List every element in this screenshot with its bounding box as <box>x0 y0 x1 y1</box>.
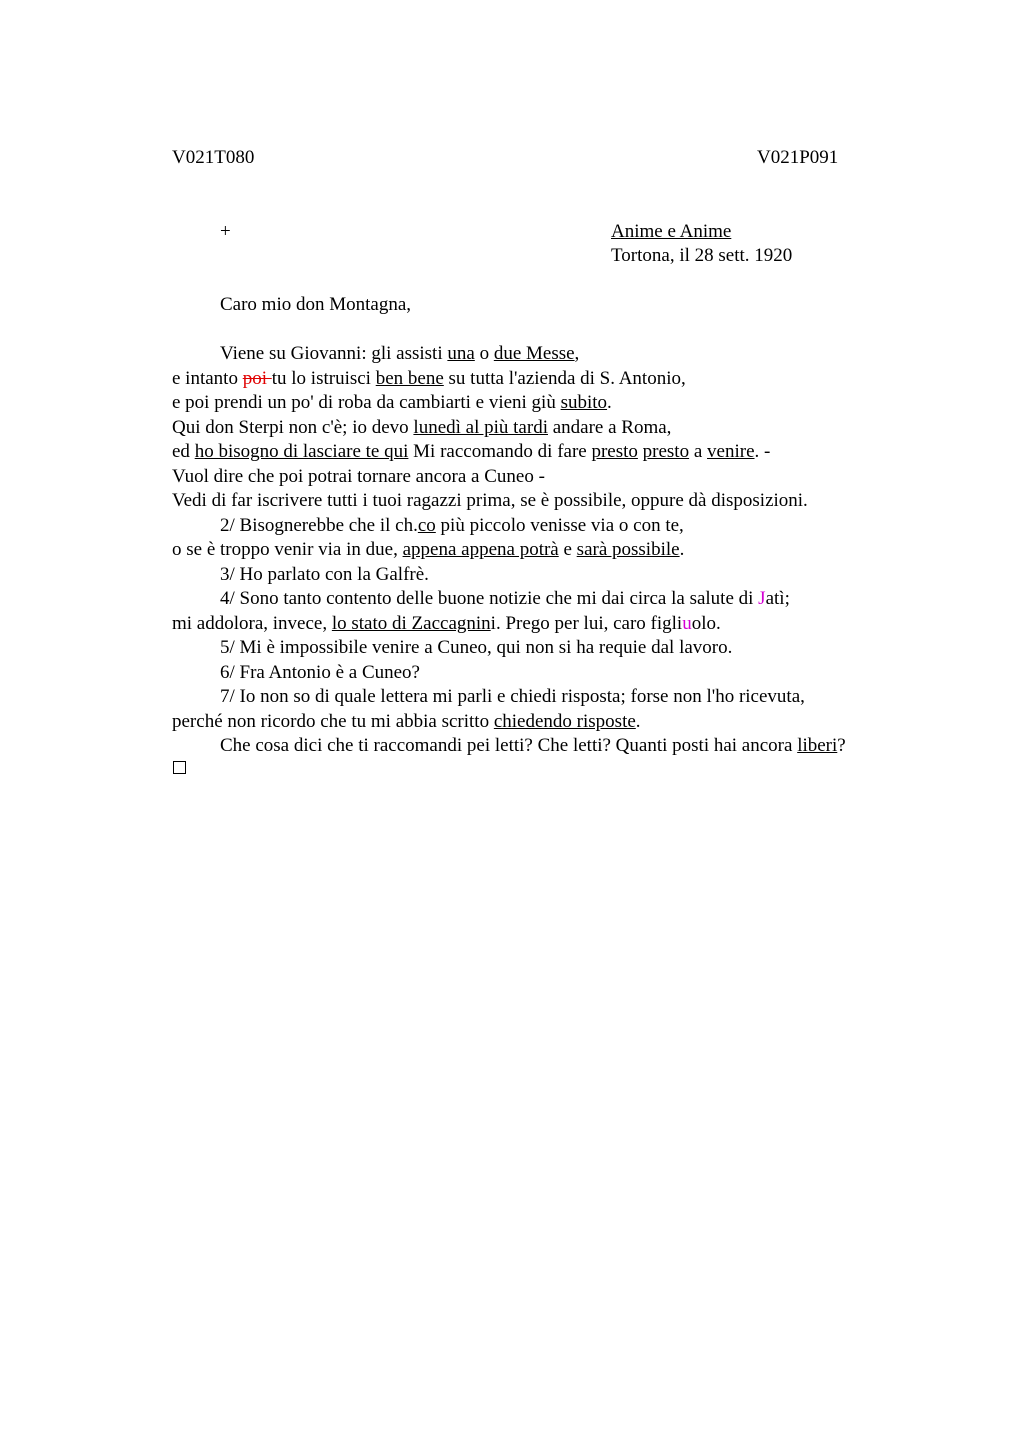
letter-line <box>172 440 932 465</box>
document-code-left: V021T080 <box>172 147 255 168</box>
text-run: . <box>679 539 685 560</box>
text-run: olo. <box>691 612 721 634</box>
text-run: , <box>574 343 580 364</box>
end-of-letter-box <box>173 761 186 774</box>
text-run: 5/ Mi è impossibile venire a Cuneo, qui non si ha requie dal lavoro. <box>220 637 733 658</box>
text-run: Vedi di far iscrivere tutti i tuoi ragazzi prima, se è possibile, oppure dà disposizioni. <box>172 490 808 511</box>
text-run: mi addolora, invece, <box>172 612 332 634</box>
underlined-text: due Messe <box>493 343 575 364</box>
underlined-text: liberi <box>797 735 838 756</box>
text-run: 4/ Sono tanto contento delle buone notizie che mi dai circa la salute di <box>220 588 759 609</box>
letter-line <box>172 465 932 490</box>
text-run: tu lo istruisci <box>271 367 376 389</box>
underlined-text: lunedì al più tardi <box>413 416 548 438</box>
text-run: i. Prego per lui, caro figli <box>490 612 683 634</box>
letter-line <box>172 563 932 588</box>
letter-body <box>172 342 932 759</box>
letter-line <box>172 734 932 759</box>
text-run: Che cosa dici che ti raccomandi pei letti? Che letti? Quanti posti hai ancora <box>220 735 798 756</box>
text-run: ed <box>172 441 195 462</box>
text-run: 3/ Ho parlato con la Galfrè. <box>220 563 429 585</box>
letter-line <box>172 661 932 686</box>
text-run: e <box>558 539 577 560</box>
letter-line <box>172 342 932 367</box>
underlined-text: presto <box>642 441 690 462</box>
text-run: ? <box>837 735 846 756</box>
motto: Anime e Anime <box>611 221 732 242</box>
salutation: Caro mio don Montagna, <box>220 294 412 315</box>
underlined-text: una <box>447 343 475 364</box>
text-run: . <box>635 710 641 732</box>
text-run: andare a Roma, <box>547 416 672 438</box>
text-run: su tutta l'azienda di S. Antonio, <box>443 367 686 389</box>
text-run: Viene su Giovanni: gli assisti <box>220 343 448 364</box>
document-code-right: V021P091 <box>757 147 839 168</box>
text-run: 7/ Io non so di quale lettera mi parli e chiedi risposta; forse non l'ho ricevuta, <box>220 686 805 707</box>
letter-line <box>172 612 932 637</box>
text-run: e intanto <box>172 367 243 389</box>
text-run: . <box>607 392 612 413</box>
underlined-text: venire <box>707 441 755 462</box>
underlined-text: subito <box>560 392 608 413</box>
deleted-text: poi <box>242 367 272 389</box>
text-run: 6/ Fra Antonio è a Cuneo? <box>220 661 420 683</box>
cross-symbol: + <box>220 221 231 242</box>
text-run: atì; <box>765 588 790 609</box>
text-run: o se è troppo venir via in due, <box>172 539 403 560</box>
highlighted-letter: J <box>758 588 766 609</box>
underlined-text: co <box>417 514 436 536</box>
letter-line <box>172 514 932 539</box>
text-run: Vuol dire che poi potrai tornare ancora a Cuneo - <box>172 465 545 487</box>
underlined-text: appena appena potrà <box>402 539 559 560</box>
letter-line <box>172 587 932 612</box>
place-date: Tortona, il 28 sett. 1920 <box>611 245 793 266</box>
text-run: o <box>474 343 494 364</box>
text-run: Qui don Sterpi non c'è; io devo <box>172 416 414 438</box>
highlighted-letter: u <box>682 612 692 634</box>
letter-line <box>172 636 932 661</box>
text-run: perché non ricordo che tu mi abbia scritto <box>172 710 494 732</box>
letter-line <box>172 367 932 392</box>
text-run: a <box>689 441 708 462</box>
underlined-text: presto <box>591 441 638 462</box>
underlined-text: ho bisogno di lasciare te qui <box>194 441 409 462</box>
underlined-text: chiedendo risposte <box>493 710 636 732</box>
letter-line <box>172 391 932 416</box>
text-run: 2/ Bisognerebbe che il ch. <box>220 514 418 536</box>
letter-line <box>172 538 932 563</box>
letter-line <box>172 489 932 514</box>
text-run: più piccolo venisse via o con te, <box>435 514 684 536</box>
underlined-text: ben bene <box>375 367 444 389</box>
letter-line <box>172 685 932 710</box>
letter-line <box>172 416 932 441</box>
underlined-text: sarà possibile <box>576 539 680 560</box>
underlined-text: lo stato di Zaccagnin <box>331 612 491 634</box>
text-run: e poi prendi un po' di roba da cambiarti e vieni giù <box>172 392 561 413</box>
letter-line <box>172 710 932 735</box>
text-run: . - <box>754 441 771 462</box>
text-run: Mi raccomando di fare <box>408 441 592 462</box>
